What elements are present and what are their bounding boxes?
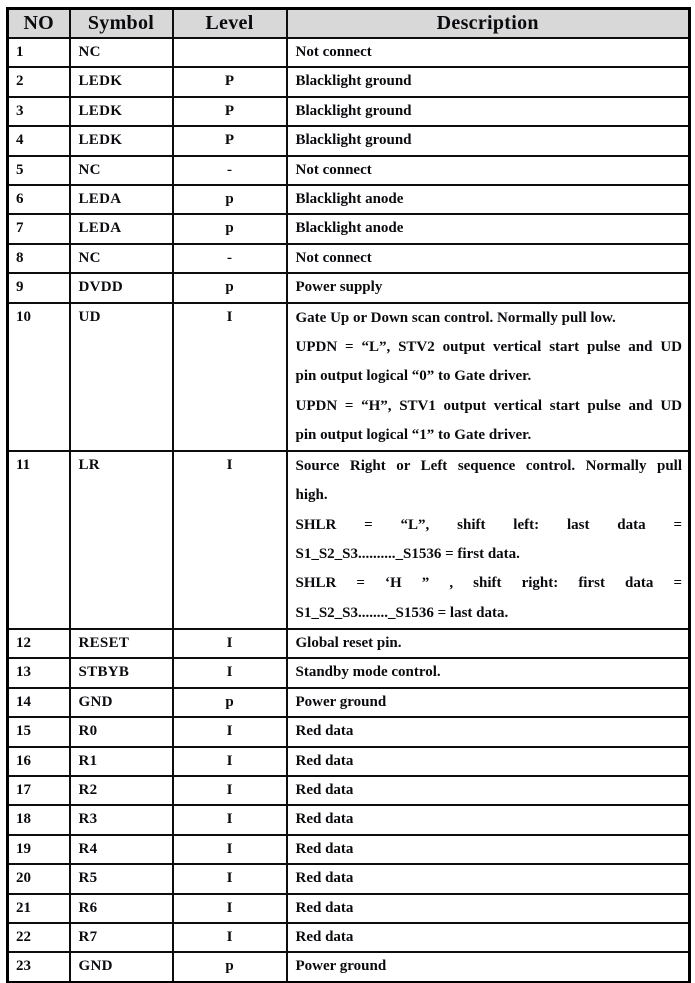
pin-symbol-cell: R3 bbox=[70, 805, 173, 834]
pin-symbol-cell: DVDD bbox=[70, 273, 173, 302]
pin-level-cell: I bbox=[173, 864, 287, 893]
pin-level-cell: p bbox=[173, 273, 287, 302]
pin-no-cell: 7 bbox=[8, 214, 70, 243]
table-row bbox=[8, 923, 690, 952]
pin-level-cell: I bbox=[173, 776, 287, 805]
pin-description-cell bbox=[287, 185, 690, 214]
description-line: UPDN = “H”, STV1 output vertical start pulse and UD bbox=[295, 397, 682, 414]
pin-no-cell: 20 bbox=[8, 864, 70, 893]
pin-symbol-cell: LEDK bbox=[70, 97, 173, 126]
table-row bbox=[8, 952, 690, 982]
pin-symbol-cell: NC bbox=[70, 156, 173, 185]
pin-description-cell bbox=[287, 776, 690, 805]
pin-level-cell: p bbox=[173, 185, 287, 214]
description-line: Red data bbox=[295, 870, 354, 887]
pin-level-cell: - bbox=[173, 244, 287, 273]
pin-no-cell: 6 bbox=[8, 185, 70, 214]
column-header-symbol: Symbol bbox=[70, 9, 173, 39]
description-line: S1_S2_S3........_S1536 = last data. bbox=[295, 604, 509, 621]
description-line: Red data bbox=[295, 928, 354, 945]
pin-description-cell bbox=[287, 952, 690, 982]
pin-description-cell bbox=[287, 864, 690, 893]
table-row bbox=[8, 658, 690, 687]
pin-level-cell: I bbox=[173, 835, 287, 864]
description-line: Not connect bbox=[295, 249, 372, 266]
pin-description-table bbox=[6, 7, 691, 983]
pin-level-cell: P bbox=[173, 126, 287, 155]
description-line: Red data bbox=[295, 840, 354, 857]
pin-description-cell bbox=[287, 156, 690, 185]
description-line: Red data bbox=[295, 781, 354, 798]
pin-symbol-cell: R6 bbox=[70, 894, 173, 923]
pin-description-cell bbox=[287, 688, 690, 717]
pin-no-cell: 13 bbox=[8, 658, 70, 687]
table-row bbox=[8, 864, 690, 893]
description-line: Red data bbox=[295, 723, 354, 740]
pin-no-cell: 22 bbox=[8, 923, 70, 952]
table-row bbox=[8, 214, 690, 243]
pin-no-cell: 21 bbox=[8, 894, 70, 923]
pin-no-cell: 15 bbox=[8, 717, 70, 746]
pin-symbol-cell: NC bbox=[70, 38, 173, 67]
pin-level-cell: - bbox=[173, 156, 287, 185]
pin-symbol-cell: R1 bbox=[70, 747, 173, 776]
pin-no-cell: 23 bbox=[8, 952, 70, 982]
pin-symbol-cell: R5 bbox=[70, 864, 173, 893]
column-header-no: NO bbox=[8, 9, 70, 39]
table-row bbox=[8, 451, 690, 629]
pin-description-cell bbox=[287, 747, 690, 776]
pin-level-cell: I bbox=[173, 629, 287, 658]
pin-description-cell bbox=[287, 244, 690, 273]
pin-symbol-cell: UD bbox=[70, 303, 173, 451]
description-line: Blacklight ground bbox=[295, 132, 412, 149]
description-line: SHLR = ‘H ” , shift right: first data = bbox=[295, 575, 682, 592]
table-row bbox=[8, 688, 690, 717]
pin-symbol-cell: R2 bbox=[70, 776, 173, 805]
description-line: UPDN = “L”, STV2 output vertical start pulse and UD bbox=[295, 338, 682, 355]
pin-level-cell: P bbox=[173, 67, 287, 96]
pin-no-cell: 5 bbox=[8, 156, 70, 185]
pin-description-cell bbox=[287, 126, 690, 155]
pin-description-cell bbox=[287, 629, 690, 658]
pin-level-cell: I bbox=[173, 717, 287, 746]
pin-description-cell bbox=[287, 805, 690, 834]
pin-no-cell: 10 bbox=[8, 303, 70, 451]
pin-no-cell: 3 bbox=[8, 97, 70, 126]
table-row bbox=[8, 776, 690, 805]
description-line: Power supply bbox=[295, 279, 383, 296]
pin-description-cell bbox=[287, 658, 690, 687]
description-line: S1_S2_S3.........._S1536 = first data. bbox=[295, 546, 520, 563]
table-row bbox=[8, 185, 690, 214]
pin-table-body bbox=[8, 38, 690, 982]
description-line: Global reset pin. bbox=[295, 634, 402, 651]
description-line: Not connect bbox=[295, 161, 372, 178]
table-row bbox=[8, 126, 690, 155]
description-line: Blacklight ground bbox=[295, 73, 412, 90]
table-row bbox=[8, 805, 690, 834]
pin-description-cell bbox=[287, 97, 690, 126]
pin-level-cell: I bbox=[173, 451, 287, 629]
pin-no-cell: 8 bbox=[8, 244, 70, 273]
pin-no-cell: 4 bbox=[8, 126, 70, 155]
pin-no-cell: 14 bbox=[8, 688, 70, 717]
description-line: Red data bbox=[295, 752, 354, 769]
pin-no-cell: 1 bbox=[8, 38, 70, 67]
header-row bbox=[8, 9, 690, 39]
pin-level-cell: p bbox=[173, 688, 287, 717]
pin-description-cell bbox=[287, 67, 690, 96]
pin-level-cell: I bbox=[173, 805, 287, 834]
pin-description-cell bbox=[287, 214, 690, 243]
pin-no-cell: 2 bbox=[8, 67, 70, 96]
description-line: pin output logical “1” to Gate driver. bbox=[295, 426, 532, 443]
pin-symbol-cell: GND bbox=[70, 688, 173, 717]
table-row bbox=[8, 717, 690, 746]
description-line: high. bbox=[295, 487, 328, 504]
pin-symbol-cell: LR bbox=[70, 451, 173, 629]
table-row bbox=[8, 629, 690, 658]
pin-description-cell bbox=[287, 38, 690, 67]
pin-level-cell: I bbox=[173, 303, 287, 451]
pin-symbol-cell: LEDK bbox=[70, 67, 173, 96]
description-line: Blacklight ground bbox=[295, 102, 412, 119]
pin-no-cell: 16 bbox=[8, 747, 70, 776]
pin-level-cell: p bbox=[173, 952, 287, 982]
table-row bbox=[8, 156, 690, 185]
pin-symbol-cell: RESET bbox=[70, 629, 173, 658]
pin-symbol-cell: LEDA bbox=[70, 214, 173, 243]
column-header-description: Description bbox=[287, 9, 690, 39]
pin-description-cell bbox=[287, 717, 690, 746]
description-line: Standby mode control. bbox=[295, 664, 441, 681]
description-line: Blacklight anode bbox=[295, 220, 404, 237]
table-row bbox=[8, 835, 690, 864]
pin-symbol-cell: R7 bbox=[70, 923, 173, 952]
pin-symbol-cell: GND bbox=[70, 952, 173, 982]
description-line: Gate Up or Down scan control. Normally pull low. bbox=[295, 309, 616, 326]
pin-symbol-cell: R4 bbox=[70, 835, 173, 864]
pin-description-cell bbox=[287, 835, 690, 864]
table-row bbox=[8, 97, 690, 126]
pin-description-cell bbox=[287, 923, 690, 952]
table-row bbox=[8, 273, 690, 302]
pin-description-cell bbox=[287, 273, 690, 302]
column-header-level: Level bbox=[173, 9, 287, 39]
pin-symbol-cell: STBYB bbox=[70, 658, 173, 687]
table-row bbox=[8, 747, 690, 776]
table-row bbox=[8, 38, 690, 67]
table-row bbox=[8, 303, 690, 451]
pin-symbol-cell: R0 bbox=[70, 717, 173, 746]
pin-no-cell: 18 bbox=[8, 805, 70, 834]
table-row bbox=[8, 894, 690, 923]
description-line: Power ground bbox=[295, 958, 387, 975]
pin-level-cell: P bbox=[173, 97, 287, 126]
pin-no-cell: 12 bbox=[8, 629, 70, 658]
description-line: Blacklight anode bbox=[295, 191, 404, 208]
description-line: Red data bbox=[295, 811, 354, 828]
pin-no-cell: 11 bbox=[8, 451, 70, 629]
description-line: pin output logical “0” to Gate driver. bbox=[295, 368, 532, 385]
description-line: SHLR = “L”, shift left: last data = bbox=[295, 516, 682, 533]
pin-level-cell: I bbox=[173, 658, 287, 687]
pin-no-cell: 19 bbox=[8, 835, 70, 864]
pin-symbol-cell: LEDA bbox=[70, 185, 173, 214]
pin-no-cell: 9 bbox=[8, 273, 70, 302]
description-line: Red data bbox=[295, 899, 354, 916]
pin-symbol-cell: LEDK bbox=[70, 126, 173, 155]
description-line: Source Right or Left sequence control. Normally pull bbox=[295, 458, 682, 475]
pin-level-cell: I bbox=[173, 894, 287, 923]
description-line: Not connect bbox=[295, 44, 372, 60]
pin-level-cell bbox=[173, 38, 287, 67]
pin-symbol-cell: NC bbox=[70, 244, 173, 273]
pin-no-cell: 17 bbox=[8, 776, 70, 805]
pin-description-cell bbox=[287, 303, 690, 451]
table-row bbox=[8, 244, 690, 273]
pin-description-cell bbox=[287, 894, 690, 923]
pin-description-cell bbox=[287, 451, 690, 629]
table-row bbox=[8, 67, 690, 96]
pin-level-cell: I bbox=[173, 747, 287, 776]
pin-level-cell: p bbox=[173, 214, 287, 243]
description-line: Power ground bbox=[295, 693, 387, 710]
pin-level-cell: I bbox=[173, 923, 287, 952]
